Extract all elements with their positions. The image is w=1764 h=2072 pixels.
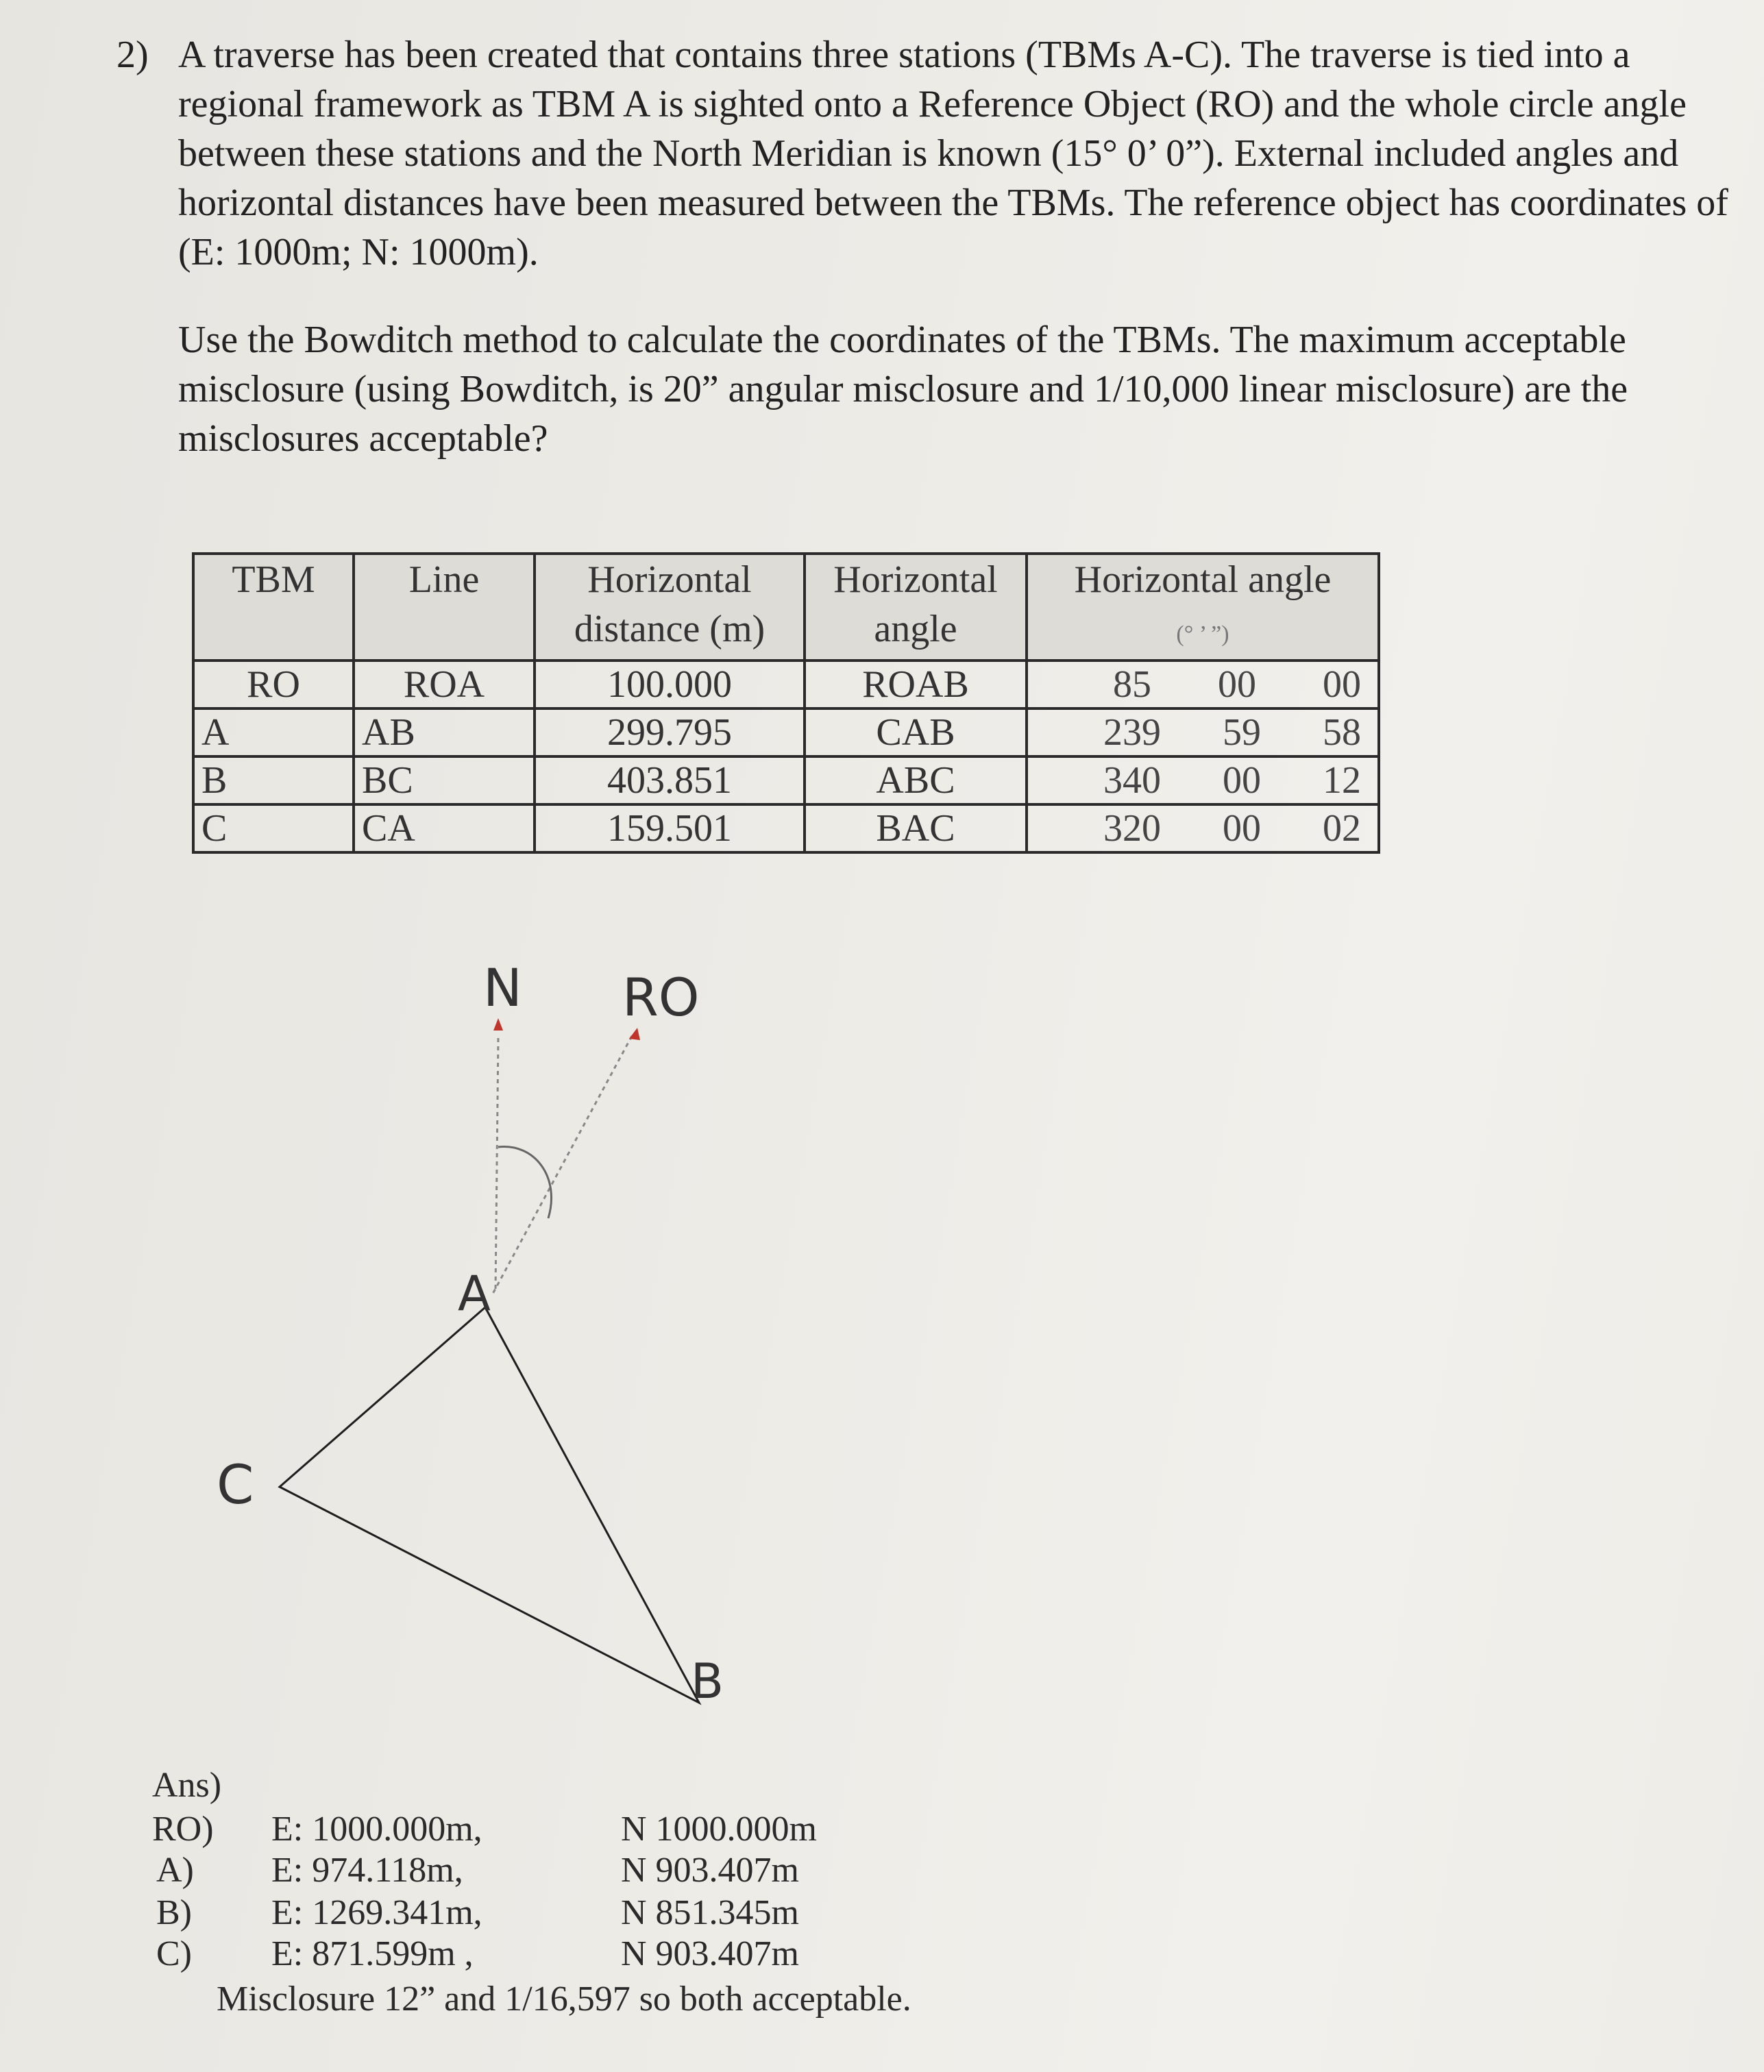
cell-line: CA xyxy=(354,804,535,852)
cell-distance: 100.000 xyxy=(535,661,805,708)
header-horizontal-angle-label: Horizontal angle xyxy=(1074,558,1332,601)
angle-degrees: 320 xyxy=(1103,807,1161,850)
angle-minutes: 00 xyxy=(1223,807,1261,850)
angle-arc xyxy=(498,1147,552,1218)
answer-northing: N 903.407m xyxy=(621,1934,799,1973)
angle-seconds: 58 xyxy=(1323,711,1361,754)
cell-line: ROA xyxy=(354,661,535,708)
answer-northing: N 903.407m xyxy=(621,1851,799,1890)
cell-distance: 159.501 xyxy=(535,804,805,852)
angle-degrees: 239 xyxy=(1103,711,1161,754)
answer-conclusion: Misclosure 12” and 1/16,597 so both acceptable. xyxy=(217,1980,911,2019)
cell-line: BC xyxy=(354,756,535,804)
station-a-label: A xyxy=(458,1266,491,1322)
cell-angle-name: ROAB xyxy=(805,661,1027,708)
angle-degrees: 340 xyxy=(1103,759,1161,802)
question-number: 2) xyxy=(117,34,149,76)
answer-label: A) xyxy=(156,1851,194,1890)
cell-tbm: B xyxy=(193,756,354,804)
answer-heading: Ans) xyxy=(152,1766,222,1805)
ro-arrow-icon xyxy=(629,1028,640,1040)
answer-label: RO) xyxy=(152,1810,214,1849)
cell-angle-value xyxy=(1027,756,1379,804)
header-distance: Horizontal distance (m) xyxy=(535,554,805,661)
north-meridian-line xyxy=(495,1038,498,1292)
cell-distance: 403.851 xyxy=(535,756,805,804)
traverse-triangle xyxy=(280,1307,699,1703)
cell-angle-value xyxy=(1027,661,1379,708)
north-arrow-icon xyxy=(493,1018,503,1031)
table-header-row xyxy=(193,554,1379,661)
cell-tbm: RO xyxy=(193,661,354,708)
answer-easting: E: 1000.000m, xyxy=(271,1810,482,1849)
cell-angle-name: BAC xyxy=(805,804,1027,852)
header-angle-unit: (° ’ ”) xyxy=(1176,621,1229,647)
table-row xyxy=(193,661,1379,708)
angle-seconds: 00 xyxy=(1323,663,1361,706)
cell-tbm: C xyxy=(193,804,354,852)
table-row xyxy=(193,804,1379,852)
header-tbm: TBM xyxy=(193,554,354,661)
table-row xyxy=(193,708,1379,756)
answer-northing: N 1000.000m xyxy=(621,1810,817,1849)
answer-northing: N 851.345m xyxy=(621,1893,799,1932)
cell-angle-value xyxy=(1027,708,1379,756)
station-b-label: B xyxy=(691,1653,724,1710)
traverse-diagram xyxy=(0,946,1764,1734)
question-paragraph-2: Use the Bowditch method to calculate the coordinates of the TBMs. The maximum acceptable misclosure (using Bowditch, is 20” angular misclosure and 1/10,000 linear misclosure) are the misclosures acceptable? xyxy=(178,319,1628,460)
cell-angle-value xyxy=(1027,804,1379,852)
cell-angle-name: ABC xyxy=(805,756,1027,804)
angle-seconds: 12 xyxy=(1323,759,1361,802)
cell-angle-name: CAB xyxy=(805,708,1027,756)
answer-easting: E: 974.118m, xyxy=(271,1851,463,1890)
angle-minutes: 00 xyxy=(1223,759,1261,802)
header-angle: Horizontal angle xyxy=(805,554,1027,661)
angle-minutes: 59 xyxy=(1223,711,1261,754)
question-paragraph-1: A traverse has been created that contains three stations (TBMs A-C). The traverse is tied into a regional framework as TBM A is sighted onto a Reference Object (RO) and the whole circle angle between these stations and the North Meridian is known (15° 0’ 0”). External included angles and horizontal distances have been measured between the TBMs. The reference object has coordinates of (E: 1000m; N: 1000m). xyxy=(178,34,1728,273)
header-line: Line xyxy=(354,554,535,661)
answer-label: C) xyxy=(156,1934,192,1973)
traverse-data-table xyxy=(192,552,1380,854)
angle-seconds: 02 xyxy=(1323,807,1361,850)
header-horizontal-angle xyxy=(1027,554,1379,661)
station-c-label: C xyxy=(217,1455,254,1516)
angle-degrees: 85 xyxy=(1113,663,1151,706)
cell-distance: 299.795 xyxy=(535,708,805,756)
angle-minutes: 00 xyxy=(1218,663,1256,706)
table-row xyxy=(193,756,1379,804)
cell-tbm: A xyxy=(193,708,354,756)
cell-line: AB xyxy=(354,708,535,756)
answer-easting: E: 871.599m , xyxy=(271,1934,474,1973)
ro-label: RO xyxy=(622,967,700,1028)
north-label: N xyxy=(483,957,522,1018)
answer-label: B) xyxy=(156,1893,192,1932)
answer-easting: E: 1269.341m, xyxy=(271,1893,482,1932)
ro-sight-line xyxy=(492,1036,632,1295)
